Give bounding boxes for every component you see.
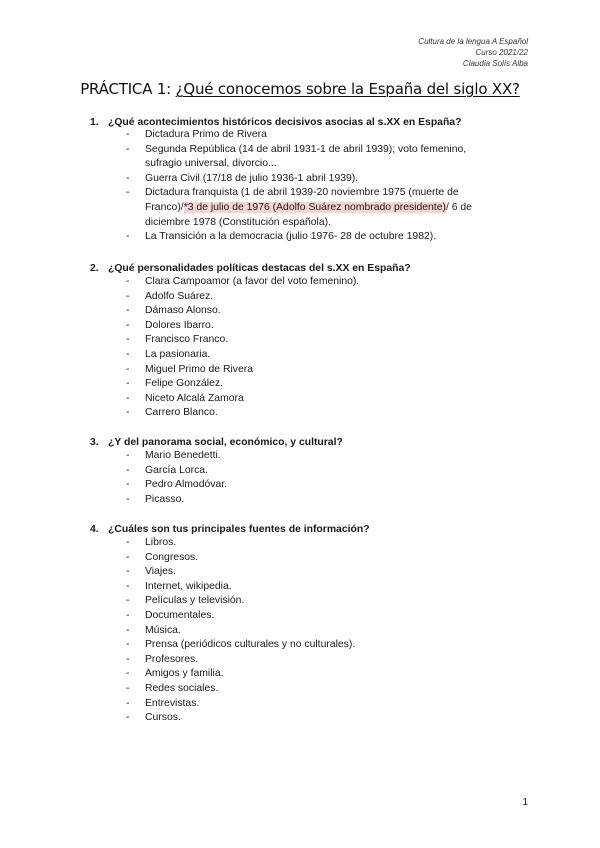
question-text: ¿Qué personalidades políticas destacas del s.XX en España? (108, 263, 411, 274)
list-item: - Cursos. (126, 712, 181, 724)
list-item: - Viajes. (126, 566, 176, 578)
question-text: ¿Qué acontecimientos históricos decisivos asocias al s.XX en España? (108, 117, 462, 128)
list-item: - Libros. (126, 537, 177, 548)
list-item: - Francisco Franco. (126, 334, 229, 346)
question-text: ¿Cuáles son tus principales fuentes de información? (108, 524, 370, 535)
question-number: 1. (90, 117, 99, 128)
header-course-name: Cultura de la lengua A Español (418, 37, 528, 46)
list-item: - Mario Benedetti. (126, 450, 221, 461)
question-number: 3. (90, 437, 99, 448)
list-item: - Redes sociales. (126, 682, 219, 694)
question-text: ¿Y del panorama social, económico, y cultural? (108, 437, 343, 448)
question-number: 2. (90, 263, 99, 274)
list-dash: - (126, 129, 130, 140)
header-course-year: Curso 2021/22 (475, 48, 528, 57)
list-item: - Prensa (periódicos culturales y no culturales). (126, 639, 356, 651)
list-item: - Segunda República (14 de abril 1931-1 de abril 1939); voto femenino, sufragio universal, divorcio... (126, 143, 467, 170)
list-item: - Picasso. (126, 493, 185, 505)
list-item: - Dámaso Alonso. (126, 305, 221, 317)
document-header (418, 36, 528, 69)
list-item: - La pasionaria. (126, 348, 211, 360)
list-item: - La Transición a la democracia (julio 1976- 28 de octubre 1982). (0, 230, 600, 245)
list-item: - Guerra Civil (17/18 de julio 1936-1 abril 1939). (0, 172, 600, 187)
list-item: - Pedro Almodóvar. (126, 479, 228, 491)
list-item: - Internet, wikipedia. (126, 580, 232, 592)
title-subtitle: ¿Qué conocemos sobre la España del siglo XX? (175, 80, 520, 98)
list-item: - Niceto Alcalá Zamora (126, 392, 244, 404)
list-item: - Felipe González. (126, 378, 223, 390)
list-item: - Documentales. (126, 609, 215, 621)
list-item: - Música. (126, 624, 181, 636)
list-item: - Dictadura Primo de Rivera (0, 128, 600, 143)
answer-list (0, 449, 600, 507)
list-dash: - (126, 172, 130, 184)
list-item: - Dolores Ibarro. (126, 319, 214, 331)
list-dash: - (126, 231, 130, 243)
answer-list (0, 536, 600, 726)
list-item: - Carrero Blanco. (126, 407, 218, 419)
list-item: - Películas y televisión. (126, 595, 245, 607)
list-item: - Congresos. (126, 551, 199, 563)
answer-list (0, 128, 600, 245)
header-author: Claudia Solís Alba (462, 59, 528, 68)
list-item: - Profesores. (126, 653, 199, 665)
list-dash: - (126, 143, 130, 155)
question-number: 4. (90, 524, 99, 535)
list-item: - García Lorca. (126, 464, 208, 476)
list-item: - Entrevistas. (126, 697, 200, 709)
list-dash: - (126, 187, 130, 199)
list-item: - Clara Campoamor (a favor del voto femenino). (126, 276, 360, 287)
list-item: - Amigos y familia. (126, 668, 224, 680)
highlighted-annotation: *3 de julio de 1976 (Adolfo Suárez nombrado presidente) (183, 201, 446, 213)
answer-list (0, 275, 600, 421)
page-number: 1 (522, 797, 528, 808)
list-item: - Dictadura franquista (1 de abril 1939-20 noviembre 1975 (muerte de Franco)/*3 de julio de 1976 (Adolfo Suárez nombrado presidente)/ 6 de diciembre 1978 (Constitución española). (126, 187, 472, 228)
list-item: - Miguel Primo de Rivera (126, 363, 253, 375)
page-title (0, 80, 600, 98)
list-item: - Adolfo Suárez. (126, 290, 214, 302)
title-prefix: PRÁCTICA 1: (80, 80, 176, 98)
